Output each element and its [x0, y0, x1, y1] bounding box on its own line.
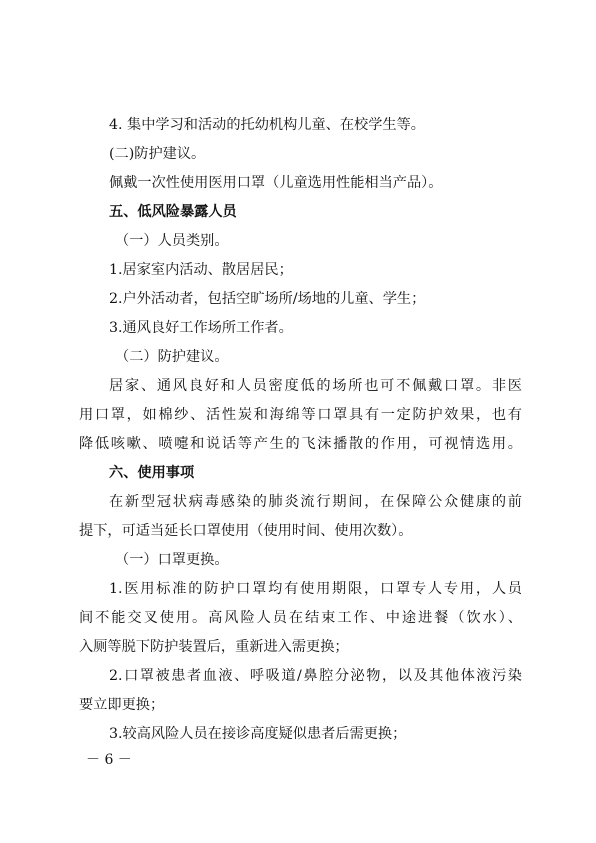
paragraph-line: 入厕等脱下防护装置后，重新进入需更换； [79, 639, 349, 655]
list-item-2: 2.户外活动者，包括空旷场所/场地的儿童、学生； [109, 291, 426, 307]
section-heading-low-risk: 五、低风险暴露人员 [109, 204, 237, 220]
subheading-mask-replacement: （一）口罩更换。 [115, 552, 229, 568]
subheading-protection-advice: (二)防护建议。 [109, 146, 206, 162]
section-heading-usage-notes: 六、使用事项 [109, 465, 195, 481]
text-line-item4: 4. 集中学习和活动的托幼机构儿童、在校学生等。 [109, 117, 425, 133]
paragraph-line: 1.医用标准的防护口罩均有使用期限，口罩专人专用，人员 [109, 581, 522, 597]
list-item-1: 1.居家室内活动、散居居民； [109, 262, 293, 278]
paragraph-line: 3.较高风险人员在接诊高度疑似患者后需更换； [109, 726, 407, 742]
subheading-personnel-category: （一）人员类别。 [115, 233, 229, 249]
subheading-protection-advice-2: （二）防护建议。 [115, 349, 229, 365]
page-number: － 6 － [86, 752, 132, 768]
paragraph-line: 降低咳嗽、喷嚏和说话等产生的飞沫播散的作用，可视情选用。 [79, 436, 522, 452]
list-item-3: 3.通风良好工作场所工作者。 [109, 320, 293, 336]
paragraph-line: 要立即更换； [79, 697, 165, 713]
paragraph-line: 间不能交叉使用。高风险人员在结束工作、中途进餐（饮水）、 [79, 610, 522, 626]
paragraph-line: 用口罩，如棉纱、活性炭和海绵等口罩具有一定防护效果，也有 [79, 407, 522, 423]
text-line-mask-advice: 佩戴一次性使用医用口罩（儿童选用性能相当产品）。 [109, 175, 443, 191]
paragraph-line: 提下，可适当延长口罩使用（使用时间、使用次数）。 [79, 523, 413, 539]
paragraph-line: 2.口罩被患者血液、呼吸道/鼻腔分泌物，以及其他体液污染 [109, 668, 522, 684]
paragraph-line: 在新型冠状病毒感染的肺炎流行期间，在保障公众健康的前 [109, 494, 522, 510]
paragraph-line: 居家、通风良好和人员密度低的场所也可不佩戴口罩。非医 [109, 378, 522, 394]
